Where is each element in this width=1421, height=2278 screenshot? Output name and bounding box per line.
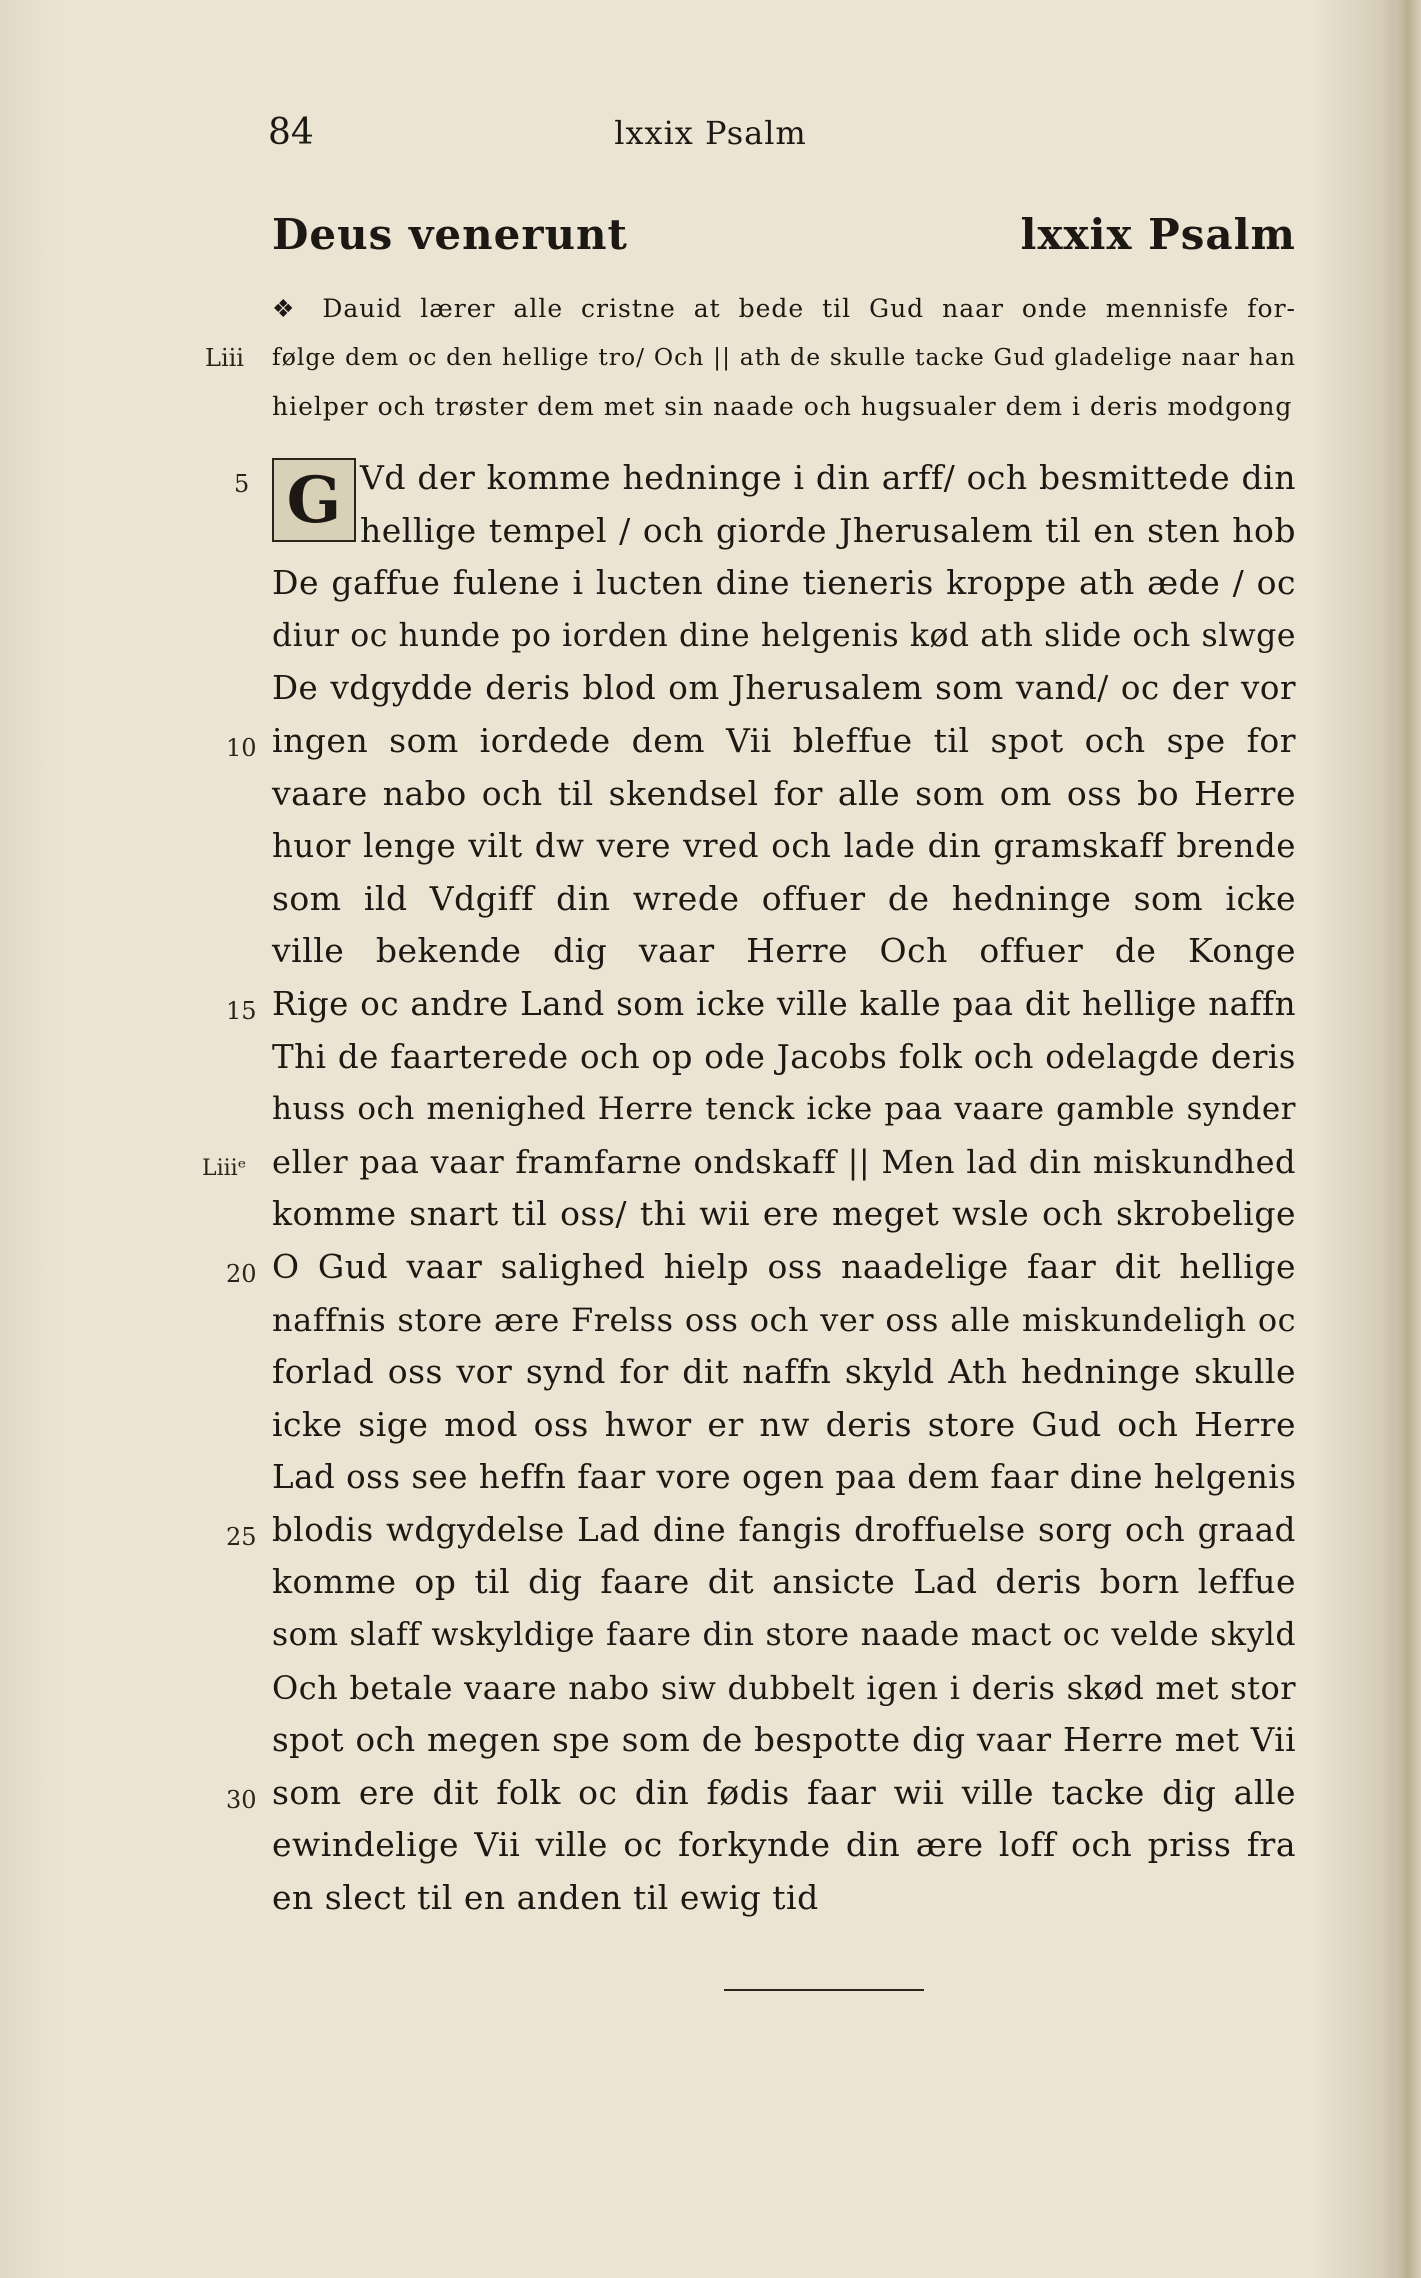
text-line: blodis wdgydelse Lad dine fangis droffuelse sorg och graad (272, 1510, 1296, 1549)
text-line: komme op til dig faare dit ansicte Lad deris born leffue (272, 1562, 1296, 1602)
text-line: O Gud vaar salighed hielp oss naadelige faar dit hellige (272, 1246, 1296, 1286)
text-line: som ild Vdgiff din wrede offuer de hedninge som icke (272, 878, 1296, 918)
text-line: vaare nabo och til skendsel for alle som om oss bo Herre (272, 773, 1296, 813)
text-line: huor lenge vilt dw vere vred och lade din gramskaff brende (272, 827, 1296, 866)
page-number: 84 (268, 112, 314, 153)
line-number: 30 (226, 1786, 257, 1814)
text-line: Och betale vaare nabo siw dubbelt igen i deris skød met stor (272, 1668, 1296, 1707)
psalm-incipit: Deus venerunt (272, 210, 628, 259)
psalm-number: lxxix Psalm (1020, 210, 1296, 259)
summary-line: ❖ Dauid lærer alle cristne at bede til Gud naar onde mennisfe for- (272, 294, 1296, 323)
drop-cap: G (272, 458, 356, 542)
summary-line: følge dem oc den hellige tro/ Och || ath de skulle tacke Gud gladelige naar han (272, 343, 1296, 371)
text-line: ewindelige Vii ville oc forkynde din ære loff och priss fra (272, 1825, 1296, 1865)
text-line: spot och megen spe som de bespotte dig vaar Herre met Vii (272, 1721, 1296, 1760)
line-number: 10 (226, 734, 257, 762)
psalm-title-row (272, 210, 1296, 274)
page-edge (1395, 0, 1421, 2278)
text-line: eller paa vaar framfarne ondskaff || Men lad din miskundhed (272, 1142, 1296, 1181)
text-line: ingen som iordede dem Vii bleffue til spot och spe for (272, 720, 1296, 760)
text-line: naffnis store ære Frelss oss och ver oss alle miskundeligh oc (272, 1300, 1296, 1339)
text-line: Vd der komme hedninge i din arff/ och besmittede din (360, 458, 1296, 497)
margin-reference: Liii (205, 344, 244, 372)
line-number: 25 (226, 1523, 257, 1551)
text-line: icke sige mod oss hwor er nw deris store Gud och Herre (272, 1404, 1296, 1444)
text-line: som slaff wskyldige faare din store naade mact oc velde skyld (272, 1617, 1296, 1654)
text-line: en slect til en anden til ewig tid (272, 1878, 819, 1918)
text-line: Lad oss see heffn faar vore ogen paa dem faar dine helgenis (272, 1458, 1297, 1497)
text-line: ville bekende dig vaar Herre Och offuer de Konge (272, 931, 1296, 971)
text-line: som ere dit folk oc din fødis faar wii ville tacke dig alle (272, 1772, 1296, 1812)
text-line: hellige tempel / och giorde Jherusalem til en sten hob (360, 510, 1296, 550)
psalm-text (272, 452, 1296, 1925)
text-line: Rige oc andre Land som icke ville kalle paa dit hellige naffn (272, 984, 1296, 1023)
text-line: forlad oss vor synd for dit naffn skyld Ath hedninge skulle (272, 1352, 1296, 1392)
line-number: 15 (226, 997, 257, 1025)
text-line: Thi de faarterede och op ode Jacobs folk och odelagde deris (272, 1037, 1296, 1076)
text-line: De gaffue fulene i lucten dine tieneris kroppe ath æde / oc (272, 563, 1296, 603)
running-head (0, 112, 1421, 162)
line-number: 5 (234, 470, 250, 498)
running-title: lxxix Psalm (614, 114, 807, 152)
text-line: De vdgydde deris blod om Jherusalem som vand/ oc der vor (272, 669, 1296, 708)
end-rule (724, 1989, 924, 1991)
line-number: 20 (226, 1260, 257, 1288)
psalm-summary (272, 294, 1296, 441)
text-line: huss och menighed Herre tenck icke paa vaare gamble synder (272, 1091, 1296, 1128)
margin-reference: Liiiᵉ (202, 1156, 247, 1181)
text-line: diur oc hunde po iorden dine helgenis kød ath slide och slwge (272, 617, 1296, 654)
summary-line: hielper och trøster dem met sin naade och hugsualer dem i deris modgong (272, 392, 1293, 421)
text-line: komme snart til oss/ thi wii ere meget wsle och skrobelige (272, 1194, 1296, 1234)
